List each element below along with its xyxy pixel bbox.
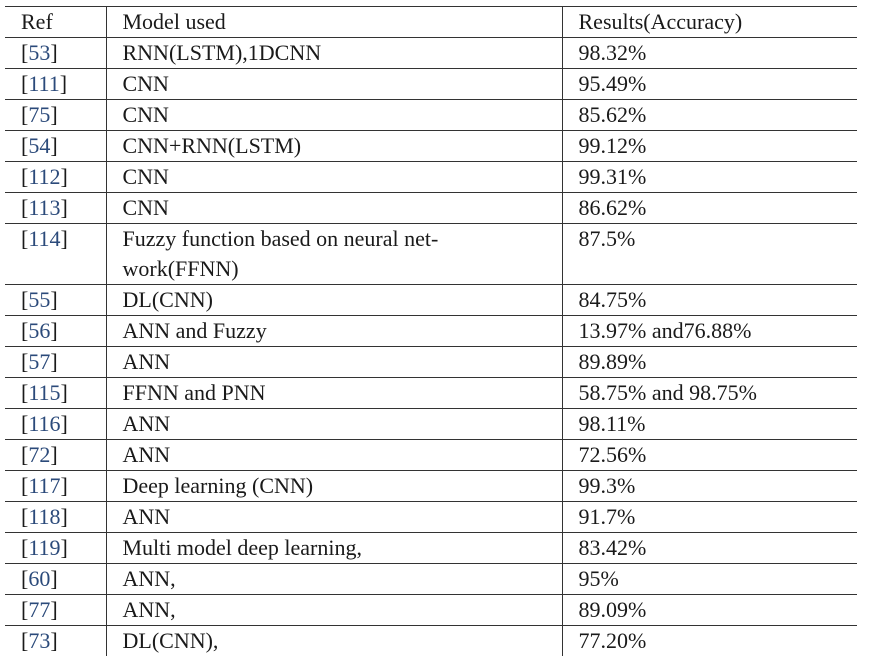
citation-link[interactable]: 113 [28,195,61,220]
table-row [5,224,857,285]
accuracy-cell: 89.89% [562,347,857,378]
ref-cell: [116] [5,409,106,440]
results-table [5,6,857,656]
ref-cell: [117] [5,471,106,502]
table-row [5,193,857,224]
table-row [5,38,857,69]
citation-link[interactable]: 119 [28,535,61,560]
accuracy-cell: 95% [562,564,857,595]
citation-link[interactable]: 57 [28,349,51,374]
table-row [5,378,857,409]
accuracy-cell: 72.56% [562,440,857,471]
table-row [5,162,857,193]
ref-cell: [112] [5,162,106,193]
ref-cell: [77] [5,595,106,626]
accuracy-cell: 89.09% [562,595,857,626]
header-ref: Ref [5,7,106,38]
table-row [5,471,857,502]
model-cell: CNN [106,193,562,224]
accuracy-cell: 58.75% and 98.75% [562,378,857,409]
table-row [5,409,857,440]
citation-link[interactable]: 111 [28,71,60,96]
model-cell: Fuzzy function based on neural net- work(FFNN) [106,224,562,285]
table-row [5,564,857,595]
model-cell: CNN+RNN(LSTM) [106,131,562,162]
header-model: Model used [106,7,562,38]
model-cell: Multi model deep learning, [106,533,562,564]
table-row [5,533,857,564]
table-row [5,131,857,162]
table-row [5,347,857,378]
citation-link[interactable]: 116 [28,411,61,436]
citation-link[interactable]: 60 [28,566,51,591]
citation-link[interactable]: 115 [28,380,61,405]
model-cell: CNN [106,162,562,193]
citation-link[interactable]: 114 [28,226,61,251]
table-row [5,285,857,316]
citation-link[interactable]: 54 [28,133,51,158]
accuracy-cell: 98.11% [562,409,857,440]
ref-cell: [115] [5,378,106,409]
model-cell: CNN [106,100,562,131]
table-row [5,316,857,347]
model-cell: ANN [106,440,562,471]
ref-cell: [60] [5,564,106,595]
model-cell: ANN [106,409,562,440]
citation-link[interactable]: 56 [28,318,51,343]
ref-cell: [54] [5,131,106,162]
citation-link[interactable]: 53 [28,40,51,65]
ref-cell: [118] [5,502,106,533]
model-cell: CNN [106,69,562,100]
ref-cell: [113] [5,193,106,224]
accuracy-cell: 13.97% and76.88% [562,316,857,347]
table-body [5,38,857,657]
table-row [5,502,857,533]
citation-link[interactable]: 75 [28,102,51,127]
accuracy-cell: 95.49% [562,69,857,100]
header-accuracy: Results(Accuracy) [562,7,857,38]
table-row [5,626,857,657]
model-cell: FFNN and PNN [106,378,562,409]
table-row [5,595,857,626]
accuracy-cell: 99.31% [562,162,857,193]
citation-link[interactable]: 73 [28,628,51,653]
ref-cell: [119] [5,533,106,564]
model-cell: DL(CNN) [106,285,562,316]
accuracy-cell: 98.32% [562,38,857,69]
table-row [5,440,857,471]
model-cell: RNN(LSTM),1DCNN [106,38,562,69]
ref-cell: [73] [21,628,58,653]
ref-cell: [75] [5,100,106,131]
accuracy-cell: 99.12% [562,131,857,162]
accuracy-cell: 83.42% [562,533,857,564]
table-row [5,69,857,100]
model-cell: DL(CNN), [106,626,562,657]
ref-cell: [53] [5,38,106,69]
citation-link[interactable]: 55 [28,287,51,312]
ref-cell: [55] [5,285,106,316]
model-cell: ANN [106,502,562,533]
citation-link[interactable]: 112 [28,164,61,189]
model-cell: Deep learning (CNN) [106,471,562,502]
accuracy-cell: 87.5% [562,224,857,285]
citation-link[interactable]: 118 [28,504,61,529]
ref-cell: [72] [5,440,106,471]
ref-cell: [114] [5,224,106,285]
citation-link[interactable]: 77 [28,597,51,622]
accuracy-cell: 99.3% [562,471,857,502]
accuracy-cell: 84.75% [562,285,857,316]
ref-cell: [56] [5,316,106,347]
header-row [5,7,857,38]
accuracy-cell: 85.62% [562,100,857,131]
citation-link[interactable]: 72 [28,442,51,467]
table-row [5,100,857,131]
accuracy-cell: 91.7% [562,502,857,533]
model-cell: ANN and Fuzzy [106,316,562,347]
model-cell: ANN, [106,595,562,626]
accuracy-cell: 86.62% [562,193,857,224]
model-cell: ANN, [106,564,562,595]
ref-cell: [57] [5,347,106,378]
citation-link[interactable]: 117 [28,473,61,498]
ref-cell: [111] [5,69,106,100]
accuracy-cell: 77.20% [562,626,857,657]
model-cell: ANN [106,347,562,378]
